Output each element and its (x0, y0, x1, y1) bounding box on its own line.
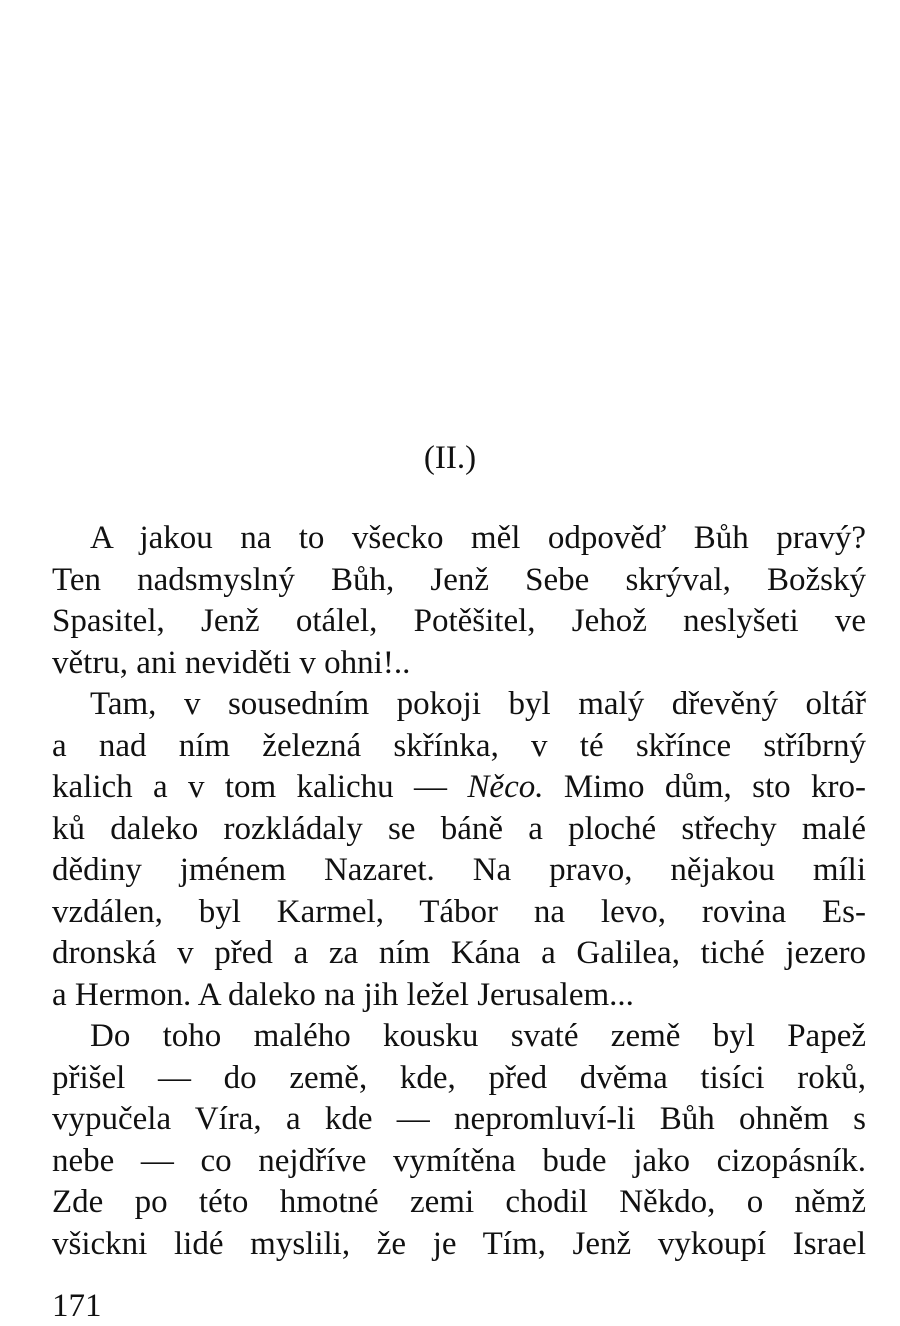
section-heading: (II.) (423, 440, 477, 476)
text-line: všickni lidé myslili, že je Tím, Jenž vykoupí Israel (52, 1225, 866, 1262)
emphasized-word: Něco. (467, 769, 544, 805)
text-fragment: kalich a v tom kalichu — (52, 769, 448, 805)
text-line: přišel — do země, kde, před dvěma tisíci roků, (52, 1059, 866, 1096)
text-line (52, 767, 866, 809)
text-line: Zde po této hmotné zemi chodil Někdo, o němž (52, 1184, 866, 1220)
text-line: ků daleko rozkládaly se báně a ploché střechy malé (52, 810, 866, 847)
text-line: nebe — co nejdříve vymítěna bude jako cizopásník. (52, 1142, 866, 1179)
text-fragment: Mimo dům, sto kro- (563, 769, 866, 805)
page-number: 171 (52, 1288, 102, 1324)
text-line: vypučela Víra, a kde — nepromluví-li Bůh ohněm s (52, 1101, 866, 1137)
text-line: větru, ani neviděti v ohni!.. (52, 644, 411, 681)
text-line: A jakou na to všecko měl odpověď Bůh pravý? (90, 520, 866, 556)
text-line: dronská v před a za ním Kána a Galilea, tiché jezero (52, 935, 866, 971)
text-line: Tam, v sousedním pokoji byl malý dřevěný oltář (90, 686, 866, 722)
body-text (52, 518, 866, 1265)
text-line: dědiny jménem Nazaret. Na pravo, nějakou míli (52, 852, 866, 888)
text-line: vzdálen, byl Karmel, Tábor na levo, rovina Es- (52, 893, 866, 930)
text-line: Do toho malého kousku svaté země byl Papež (90, 1018, 866, 1054)
text-line: Spasitel, Jenž otálel, Potěšitel, Jehož neslyšeti ve (52, 603, 866, 639)
text-line: a nad ním železná skřínka, v té skřínce stříbrný (52, 727, 866, 764)
text-line: Ten nadsmyslný Bůh, Jenž Sebe skrýval, Božský (52, 561, 866, 598)
text-line: a Hermon. A daleko na jih ležel Jerusalem... (52, 976, 634, 1013)
